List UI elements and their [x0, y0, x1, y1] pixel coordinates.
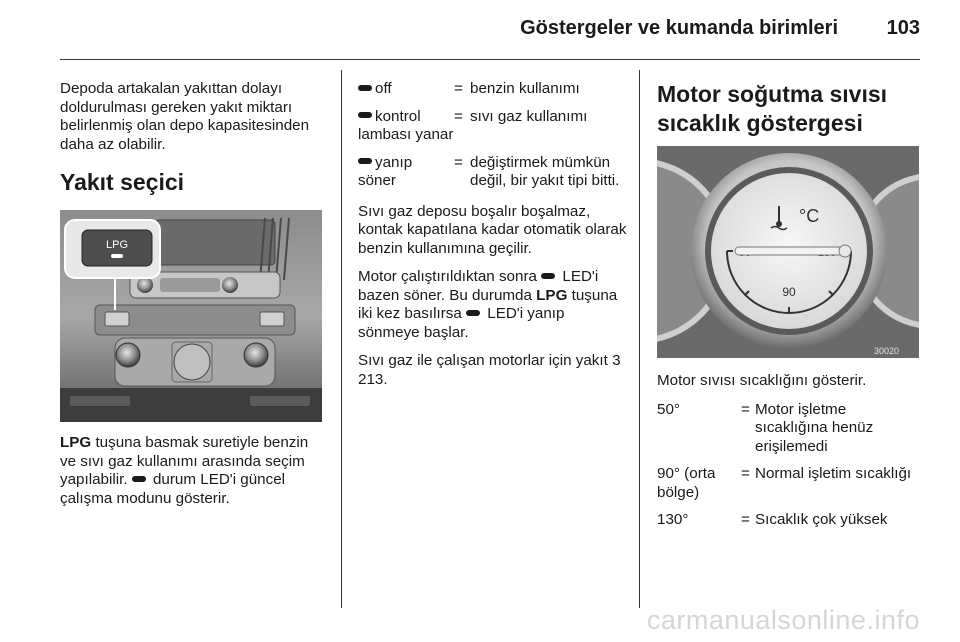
column-divider-right [639, 70, 640, 608]
caption-text-2: durum LED'i güncel çalışma modunu gösterir. [60, 471, 286, 507]
definition-row: 90° (orta bölge) = Normal işletim sıcaklığı [657, 465, 912, 501]
gauge-unit: °C [799, 206, 820, 226]
definition-row: kontrol lambası yanar = sıvı gaz kullanımı [358, 107, 588, 143]
caption-text-1: tuşuna basmak suretiyle benzin ve sıvı gaz kullanımı arasında seçim yapılabilir. [60, 434, 309, 488]
led-icon [466, 310, 480, 316]
header-title: Göstergeler ve kumanda birimleri [520, 17, 838, 39]
gauge-photo [657, 146, 919, 358]
right-column [657, 80, 920, 539]
lpg-button-label: LPG [105, 239, 129, 251]
temperature-definitions [657, 401, 920, 530]
figure-id: 30020 [873, 346, 899, 356]
led-icon [358, 158, 372, 164]
definition-row: 130° = Sıcaklık çok yüksek [657, 511, 888, 528]
led-icon [358, 112, 372, 118]
fuel-selector-caption [60, 434, 326, 508]
page-number: 103 [886, 17, 920, 39]
caption-lpg-bold: LPG [60, 434, 92, 451]
gauge-intro: Motor sıvısı sıcaklığını gösterir. [657, 372, 867, 389]
status-led-icon [111, 254, 123, 258]
column-divider-left [341, 70, 342, 608]
section-title-fuel-selector: Yakıt seçici [60, 169, 185, 195]
header-rule [60, 59, 920, 60]
dashboard-photo [60, 210, 322, 422]
page-reference-link[interactable]: 213. [358, 370, 388, 388]
fuel-reference-paragraph: Sıvı gaz ile çalışan motorlar için yakıt 3 213. [358, 352, 621, 388]
led-icon [358, 85, 372, 91]
led-off-paragraph: Motor çalıştırıldıktan sonra LED'i bazen söner. Bu durumda LPG tuşuna iki kez basılırsa LED'i yanıp sönmeye başlar. [358, 268, 618, 341]
section-title-coolant-gauge: Motor soğutma sıvısı sıcaklık göstergesi [657, 81, 888, 136]
definition-row: off = benzin kullanımı [358, 80, 630, 99]
led-icon [541, 273, 555, 279]
fuel-selector-figure [60, 210, 322, 422]
watermark: carmanualsonline.info [646, 605, 920, 635]
gauge-label-90: 90 [782, 285, 796, 299]
left-column [60, 80, 326, 518]
definition-row: 50° = Motor işletme sıcaklığına henüz erişilemedi [657, 400, 874, 455]
led-state-definitions [358, 80, 630, 191]
page-header [0, 0, 960, 62]
middle-column [358, 80, 630, 399]
coolant-gauge-figure [657, 146, 919, 358]
definition-row: yanıp söner = değiştirmek mümkün değil, bir yakıt tipi bitti. [358, 153, 620, 189]
auto-switch-paragraph: Sıvı gaz deposu boşalır boşalmaz, kontak kapatılana kadar otomatik olarak benzin kullanımına geçilir. [358, 202, 627, 257]
led-icon [132, 476, 146, 482]
intro-paragraph: Depoda artakalan yakıttan dolayı doldurulması gereken yakıt miktarı belirlenmiş olan depo kapasitesinden daha az olabilir. [60, 80, 310, 153]
page-reference-icon: 3 [612, 352, 621, 369]
